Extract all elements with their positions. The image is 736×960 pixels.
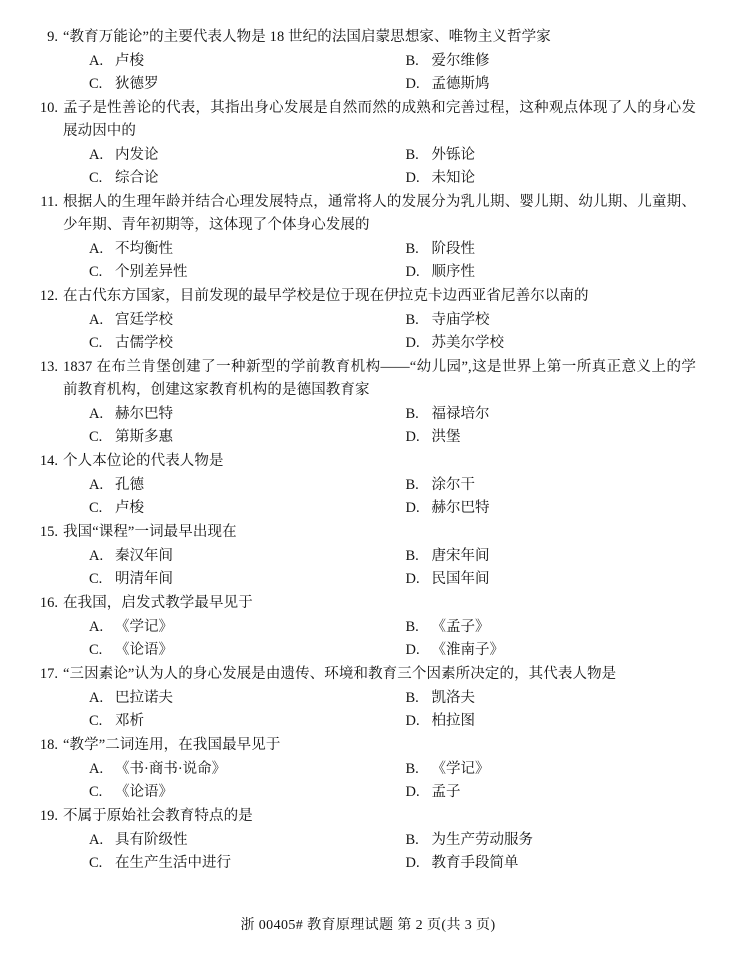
option-label: B.: [405, 832, 419, 848]
option-c[interactable]: [63, 261, 380, 284]
option-label: A.: [89, 53, 104, 69]
question-body: [63, 356, 696, 449]
option-label: A.: [89, 477, 104, 493]
option-c[interactable]: [63, 167, 380, 190]
option-text: 《孟子》: [431, 619, 490, 635]
option-text: 民国年间: [431, 571, 490, 587]
option-label: C.: [89, 170, 103, 186]
question-stem: 根据人的生理年龄并结合心理发展特点，通常将人的发展分为乳儿期、婴儿期、幼儿期、儿童期、少年期、青年初期等，这体现了个体身心发展的: [63, 194, 696, 233]
option-text: 顺序性: [431, 264, 475, 280]
option-b[interactable]: [380, 687, 697, 710]
option-text: 明清年间: [115, 571, 173, 587]
question-item: [28, 805, 696, 875]
option-text: 赫尔巴特: [115, 406, 173, 422]
option-label: A.: [89, 761, 104, 777]
option-label: D.: [405, 713, 420, 729]
option-a[interactable]: [63, 545, 380, 568]
option-c[interactable]: [63, 332, 380, 355]
option-b[interactable]: [380, 144, 697, 167]
option-b[interactable]: [380, 545, 697, 568]
option-a[interactable]: [63, 238, 380, 261]
option-a[interactable]: [63, 616, 380, 639]
option-text: 福禄培尔: [431, 406, 490, 422]
option-text: 卢梭: [115, 53, 144, 69]
option-b[interactable]: [380, 50, 697, 73]
option-text: 《淮南子》: [431, 642, 504, 658]
option-text: 《论语》: [115, 642, 173, 658]
question-number: 17.: [39, 666, 58, 682]
option-label: C.: [89, 855, 103, 871]
option-a[interactable]: [63, 403, 380, 426]
option-list: [63, 403, 696, 449]
option-d[interactable]: [380, 710, 697, 733]
option-text: 卢梭: [115, 500, 144, 516]
option-label: D.: [405, 571, 420, 587]
option-text: 未知论: [431, 170, 475, 186]
option-b[interactable]: [380, 829, 697, 852]
question-number: 10.: [39, 100, 58, 116]
option-label: B.: [405, 241, 419, 257]
option-text: 孔德: [115, 477, 144, 493]
option-text: 巴拉诺夫: [115, 690, 173, 706]
option-c[interactable]: [63, 781, 380, 804]
question-number: 19.: [39, 808, 58, 824]
option-label: B.: [405, 690, 419, 706]
question-body: [63, 805, 696, 875]
question-body: [63, 26, 696, 96]
option-list: [63, 616, 696, 662]
question-body: [63, 592, 696, 662]
option-label: D.: [405, 784, 420, 800]
option-d[interactable]: [380, 781, 697, 804]
option-a[interactable]: [63, 474, 380, 497]
option-text: 古儒学校: [115, 335, 173, 351]
question-list: [28, 26, 696, 875]
option-list: [63, 687, 696, 733]
question-number: 15.: [39, 524, 58, 540]
option-text: 外铄论: [431, 147, 475, 163]
option-d[interactable]: [380, 261, 697, 284]
option-d[interactable]: [380, 568, 697, 591]
option-list: [63, 758, 696, 804]
option-label: A.: [89, 312, 104, 328]
option-label: B.: [405, 147, 419, 163]
option-text: 具有阶级性: [115, 832, 188, 848]
question-body: [63, 97, 696, 190]
option-a[interactable]: [63, 758, 380, 781]
option-text: 阶段性: [431, 241, 475, 257]
question-number: 9.: [47, 29, 58, 45]
question-body: [63, 663, 696, 733]
option-b[interactable]: [380, 309, 697, 332]
question-item: [28, 191, 696, 284]
option-b[interactable]: [380, 474, 697, 497]
option-label: C.: [89, 76, 103, 92]
option-text: 爱尔维修: [431, 53, 490, 69]
option-label: C.: [89, 335, 103, 351]
option-list: [63, 144, 696, 190]
option-text: 孟德斯鸠: [431, 76, 490, 92]
option-d[interactable]: [380, 332, 697, 355]
question-stem: “三因素论”认为人的身心发展是由遗传、环境和教育三个因素所决定的，其代表人物是: [63, 666, 617, 682]
option-label: B.: [405, 53, 419, 69]
option-label: B.: [405, 312, 419, 328]
option-a[interactable]: [63, 687, 380, 710]
option-label: A.: [89, 406, 104, 422]
option-text: 第斯多惠: [115, 429, 173, 445]
option-c[interactable]: [63, 852, 380, 875]
question-body: [63, 450, 696, 520]
option-list: [63, 474, 696, 520]
option-a[interactable]: [63, 144, 380, 167]
question-stem: “教育万能论”的主要代表人物是 18 世纪的法国启蒙思想家、唯物主义哲学家: [63, 29, 551, 45]
question-stem: 1837 在布兰肯堡创建了一种新型的学前教育机构——“幼儿园”,这是世界上第一所真正意义上的学前教育机构，创建这家教育机构的是德国教育家: [63, 359, 696, 398]
option-label: D.: [405, 170, 420, 186]
question-item: [28, 521, 696, 591]
option-list: [63, 309, 696, 355]
question-stem: 个人本位论的代表人物是: [63, 453, 224, 469]
option-text: 《论语》: [115, 784, 173, 800]
option-text: 涂尔干: [431, 477, 475, 493]
question-number: 13.: [39, 359, 58, 375]
option-label: C.: [89, 642, 103, 658]
question-item: [28, 663, 696, 733]
question-stem: 孟子是性善论的代表，其指出身心发展是自然而然的成熟和完善过程，这种观点体现了人的身心发展动因中的: [63, 100, 696, 139]
question-body: [63, 521, 696, 591]
option-label: D.: [405, 335, 420, 351]
question-stem: “教学”二词连用，在我国最早见于: [63, 737, 281, 753]
question-number: 16.: [39, 595, 58, 611]
option-list: [63, 545, 696, 591]
option-text: 为生产劳动服务: [431, 832, 533, 848]
option-label: A.: [89, 690, 104, 706]
option-label: B.: [405, 477, 419, 493]
option-text: 综合论: [115, 170, 159, 186]
option-text: 凯洛夫: [431, 690, 475, 706]
option-text: 个别差异性: [115, 264, 188, 280]
option-a[interactable]: [63, 309, 380, 332]
option-text: 苏美尔学校: [431, 335, 504, 351]
option-label: D.: [405, 642, 420, 658]
option-list: [63, 829, 696, 875]
question-body: [63, 734, 696, 804]
option-text: 孟子: [431, 784, 461, 800]
question-item: [28, 356, 696, 449]
question-number: 11.: [40, 194, 58, 210]
option-text: 在生产生活中进行: [115, 855, 231, 871]
option-label: A.: [89, 147, 104, 163]
option-b[interactable]: [380, 238, 697, 261]
option-text: 赫尔巴特: [431, 500, 490, 516]
option-b[interactable]: [380, 403, 697, 426]
option-label: A.: [89, 832, 104, 848]
option-label: A.: [89, 241, 104, 257]
option-a[interactable]: [63, 829, 380, 852]
option-text: 秦汉年间: [115, 548, 173, 564]
option-text: 洪堡: [431, 429, 461, 445]
question-item: [28, 26, 696, 96]
option-c[interactable]: [63, 497, 380, 520]
question-number: 14.: [39, 453, 58, 469]
option-label: A.: [89, 619, 104, 635]
option-label: C.: [89, 264, 103, 280]
option-text: 柏拉图: [431, 713, 475, 729]
option-text: 《学记》: [115, 619, 173, 635]
option-text: 寺庙学校: [431, 312, 490, 328]
option-label: C.: [89, 429, 103, 445]
page-footer: 浙 00405# 教育原理试题 第 2 页(共 3 页): [240, 918, 496, 933]
option-label: D.: [405, 500, 420, 516]
option-label: D.: [405, 264, 420, 280]
option-label: B.: [405, 548, 419, 564]
option-c[interactable]: [63, 639, 380, 662]
question-item: [28, 734, 696, 804]
question-stem: 在古代东方国家，目前发现的最早学校是位于现在伊拉克卡边西亚省尼善尔以南的: [63, 288, 589, 304]
question-stem: 不属于原始社会教育特点的是: [63, 808, 253, 824]
option-d[interactable]: [380, 426, 697, 449]
option-d[interactable]: [380, 497, 697, 520]
option-label: D.: [405, 429, 420, 445]
option-label: C.: [89, 500, 103, 516]
question-item: [28, 97, 696, 190]
question-number: 12.: [39, 288, 58, 304]
option-list: [63, 238, 696, 284]
option-list: [63, 50, 696, 96]
option-label: C.: [89, 784, 103, 800]
option-b[interactable]: [380, 758, 697, 781]
option-label: B.: [405, 406, 419, 422]
option-a[interactable]: [63, 50, 380, 73]
option-c[interactable]: [63, 568, 380, 591]
question-stem: 在我国，启发式教学最早见于: [63, 595, 253, 611]
option-text: 内发论: [115, 147, 159, 163]
option-c[interactable]: [63, 73, 380, 96]
question-number: 18.: [39, 737, 58, 753]
option-b[interactable]: [380, 616, 697, 639]
option-label: C.: [89, 571, 103, 587]
option-label: C.: [89, 713, 103, 729]
option-text: 邓析: [115, 713, 144, 729]
option-d[interactable]: [380, 73, 697, 96]
option-label: B.: [405, 761, 419, 777]
question-item: [28, 592, 696, 662]
option-text: 教育手段简单: [431, 855, 519, 871]
option-d[interactable]: [380, 167, 697, 190]
question-stem: 我国“课程”一词最早出现在: [63, 524, 237, 540]
option-text: 《书·商书·说命》: [115, 761, 227, 777]
question-item: [28, 450, 696, 520]
question-item: [28, 285, 696, 355]
option-text: 《学记》: [431, 761, 490, 777]
question-body: [63, 191, 696, 284]
option-text: 狄德罗: [115, 76, 159, 92]
option-label: D.: [405, 76, 420, 92]
option-c[interactable]: [63, 710, 380, 733]
question-body: [63, 285, 696, 355]
option-c[interactable]: [63, 426, 380, 449]
option-d[interactable]: [380, 852, 697, 875]
option-label: A.: [89, 548, 104, 564]
option-text: 宫廷学校: [115, 312, 173, 328]
option-text: 唐宋年间: [431, 548, 490, 564]
option-d[interactable]: [380, 639, 697, 662]
option-label: B.: [405, 619, 419, 635]
option-text: 不均衡性: [115, 241, 173, 257]
option-label: D.: [405, 855, 420, 871]
